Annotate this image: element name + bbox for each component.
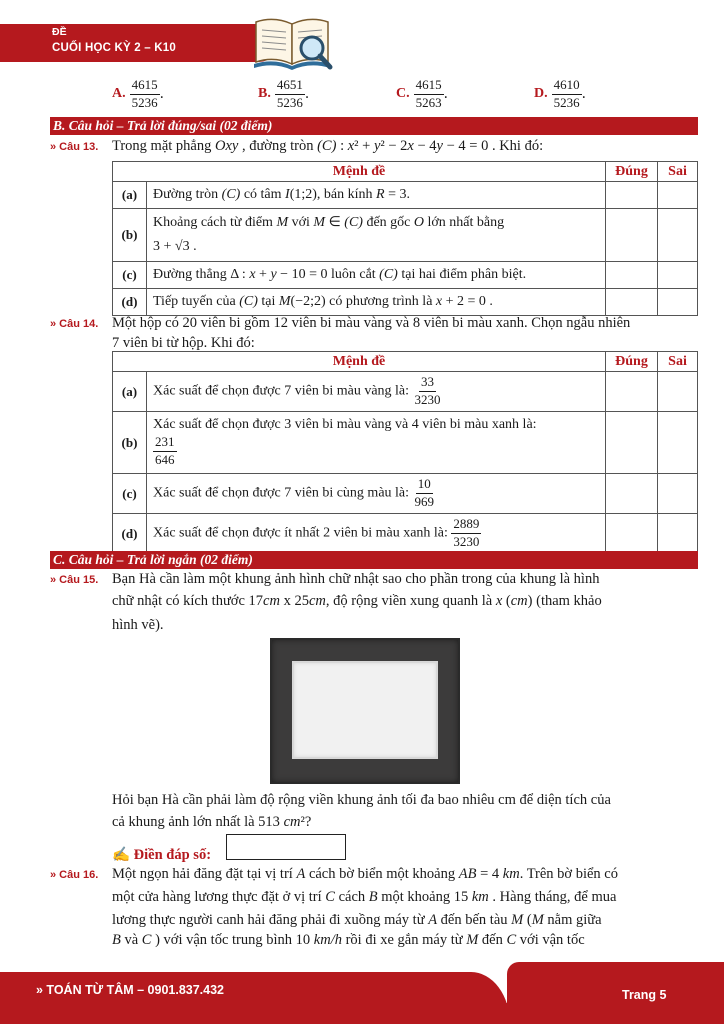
q13-table [112,161,698,316]
q14-a-false-cell[interactable] [658,372,698,412]
header-label: ĐỀ [52,26,67,38]
q13-col-true: Đúng [606,162,658,182]
q14-c-true-cell[interactable] [606,474,658,514]
q13-row-label: (b) [113,209,147,262]
q13-col-false: Sai [658,162,698,182]
q16-text-line3: lương thực người canh hải đăng phải đi xuồng máy từ A đến bến tàu M (M nằm giữa [112,912,602,928]
q13-b-statement: Khoảng cách từ điểm M với M ∈ (C) đến gốc O lớn nhất bằng 3 + √3 . [147,209,606,262]
q13-a-false-cell[interactable] [658,182,698,209]
q15-text-line1: Bạn Hà cần làm một khung ảnh hình chữ nhật sao cho phần trong của khung là hình [112,571,600,587]
q13-d-statement: Tiếp tuyến của (C) tại M(−2;2) có phương trình là x + 2 = 0 . [147,289,606,316]
q14-col-false: Sai [658,352,698,372]
q13-c-statement: Đường thẳng Δ : x + y − 10 = 0 luôn cắt (C) tại hai điểm phân biệt. [147,262,606,289]
q16-text-line2: một cửa hàng lương thực đặt ở vị trí C cách B một khoảng 15 km . Hàng tháng, để mua [112,889,617,905]
q13-b-false-cell[interactable] [658,209,698,262]
q14-a-true-cell[interactable] [606,372,658,412]
book-magnifier-icon [250,8,338,72]
q14-text-line1: Một hộp có 20 viên bi gồm 12 viên bi màu vàng và 8 viên bi màu xanh. Chọn ngẫu nhiên [112,315,631,331]
section-c-heading: C. Câu hỏi – Trả lời ngắn (02 điểm) [50,551,698,569]
q16-text-line1: Một ngọn hải đăng đặt tại vị trí A cách bờ biển một khoảng AB = 4 km. Trên bờ biển có [112,866,618,882]
fill-answer-label: ✍ Điền đáp số: [112,847,212,863]
choice-b[interactable]: B. $\frac{4651}{5236}$ . [258,77,310,110]
q14-col-statement: Mệnh đề [113,352,606,372]
q14-row-label: (b) [113,412,147,474]
choice-d[interactable]: D. $\frac{4610}{5236}$ . [534,77,586,110]
q13-d-false-cell[interactable] [658,289,698,316]
q16-label: » Câu 16. [50,869,99,881]
footer-line [0,1003,724,1024]
q14-text-line2: 7 viên bi từ hộp. Khi đó: [112,335,255,351]
q14-c-false-cell[interactable] [658,474,698,514]
q13-a-statement: Đường tròn (C) có tâm I(1;2), bán kính R = 3. [147,182,606,209]
header-title: CUỐI HỌC KỲ 2 – K10 [52,42,176,54]
q15-label: » Câu 15. [50,574,99,586]
q14-row-label: (d) [113,514,147,554]
q14-col-true: Đúng [606,352,658,372]
q14-row-label: (a) [113,372,147,412]
q14-d-true-cell[interactable] [606,514,658,554]
q15-text-line3: hình vẽ). [112,617,164,633]
q13-c-true-cell[interactable] [606,262,658,289]
q13-a-true-cell[interactable] [606,182,658,209]
page-number: Trang 5 [622,988,667,1002]
q13-c-false-cell[interactable] [658,262,698,289]
photo-frame-inner [292,661,438,759]
q14-table [112,351,698,554]
q14-b-false-cell[interactable] [658,412,698,474]
q15-question-line1: Hỏi bạn Hà cần phải làm độ rộng viền khung ảnh tối đa bao nhiêu cm để diện tích của [112,792,611,808]
q13-b-true-cell[interactable] [606,209,658,262]
q13-col-statement: Mệnh đề [113,162,606,182]
section-b-heading: B. Câu hỏi – Trả lời đúng/sai (02 điểm) [50,117,698,135]
answer-input-box[interactable] [226,834,346,860]
q14-c-statement: Xác suất để chọn được 7 viên bi cùng màu là: $\frac{10}{969}$ [147,474,606,514]
q16-text-line4: B và C ) với vận tốc trung bình 10 km/h rồi đi xe gắn máy từ M đến C với vận tốc [112,932,585,948]
q13-d-true-cell[interactable] [606,289,658,316]
q13-label: » Câu 13. [50,141,99,153]
q14-a-statement: Xác suất để chọn được 7 viên bi màu vàng là: $\frac{33}{3230}$ [147,372,606,412]
footer-brand: » TOÁN TỪ TÂM – 0901.837.432 [36,983,225,997]
answer-choices [112,78,632,116]
q14-label: » Câu 14. [50,318,99,330]
q14-d-statement: Xác suất để chọn được ít nhất 2 viên bi màu xanh là: $\frac{2889}{3230}$ [147,514,606,554]
choice-a[interactable]: A. $\frac{4615}{5236}$ . [112,77,164,110]
q13-row-label: (d) [113,289,147,316]
q14-row-label: (c) [113,474,147,514]
q15-question-line2: cả khung ảnh lớn nhất là 513 cm²? [112,814,312,830]
q14-d-false-cell[interactable] [658,514,698,554]
photo-frame-image [270,638,460,784]
q13-text: Trong mặt phẳng Oxy , đường tròn (C) : x² + y² − 2x − 4y − 4 = 0 . Khi đó: [112,138,544,154]
q14-b-true-cell[interactable] [606,412,658,474]
q14-b-statement: Xác suất để chọn được 3 viên bi màu vàng và 4 viên bi màu xanh là: $\frac{231}{646}$ [147,412,606,474]
q13-row-label: (a) [113,182,147,209]
q13-row-label: (c) [113,262,147,289]
q15-text-line2: chữ nhật có kích thước 17cm x 25cm, độ rộng viền xung quanh là x (cm) (tham khảo [112,593,602,609]
choice-c[interactable]: C. $\frac{4615}{5263}$ . [396,77,448,110]
